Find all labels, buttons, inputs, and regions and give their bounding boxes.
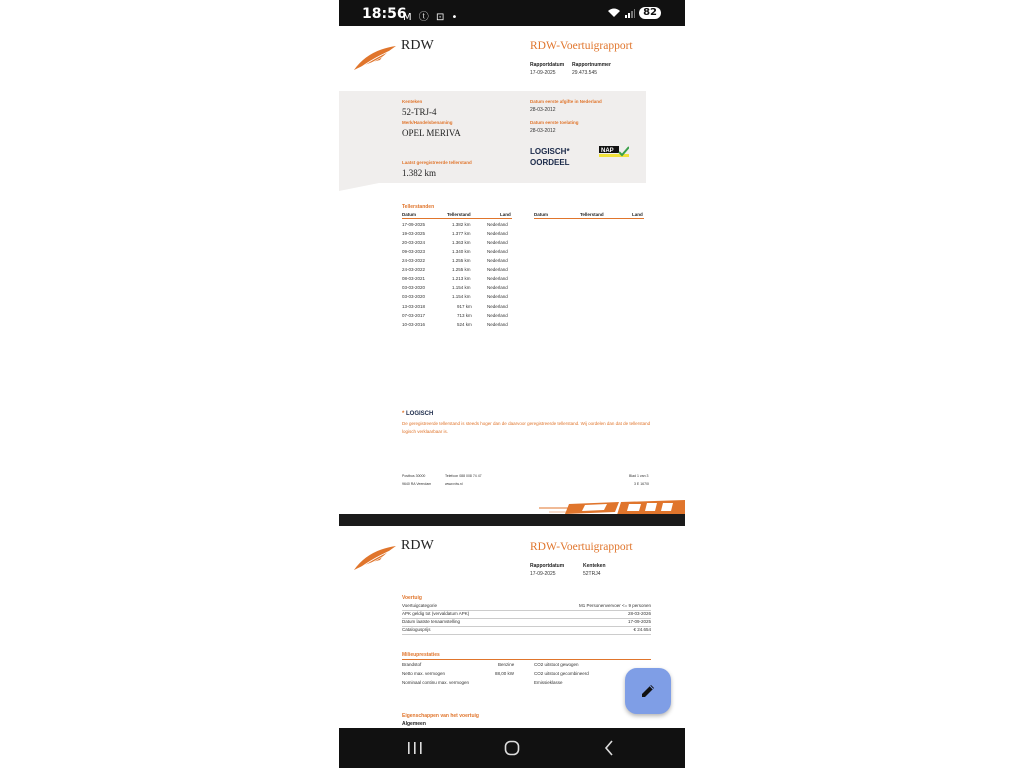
odometer-row xyxy=(402,222,512,231)
vehicle-row-value: M1 Personenvervoer <= 9 personen xyxy=(578,603,651,608)
footer-page: Blad 1 van 3 xyxy=(629,474,649,478)
logisch-title xyxy=(402,411,433,417)
row-date: 03-03-2020 xyxy=(402,294,426,299)
environment-row xyxy=(402,679,651,688)
vehicle-row-label: Voertuigcategorie xyxy=(402,603,438,608)
report-title: RDW-Voertuigrapport xyxy=(530,40,633,52)
row-country: Nederland xyxy=(487,276,508,281)
report-number-value: 29.473.545 xyxy=(572,70,598,76)
row-country: Nederland xyxy=(487,294,508,299)
environment-header-line xyxy=(402,659,651,660)
report-page-1 xyxy=(339,26,685,515)
notification-icons: M ⓣ ⊡ • xyxy=(403,12,460,23)
rdw-logo-icon xyxy=(354,546,396,572)
report-date-value: 17-09-2025 xyxy=(530,70,556,76)
row-reading: 1.154 km xyxy=(452,285,471,290)
plate-value: 52-TRJ-4 xyxy=(402,107,437,117)
row-date: 07-03-2017 xyxy=(402,313,426,318)
env-row-label: Nominaal continu max. vermogen xyxy=(402,680,470,685)
odometer-header-reading-2: Tellerstand xyxy=(580,212,604,217)
properties-section-title: Eigenschappen van het voertuig xyxy=(402,713,479,719)
footer-address-1: Postbus 30000 xyxy=(402,474,426,478)
footer-code: 3 E 1670I xyxy=(634,482,649,486)
row-country: Nederland xyxy=(487,322,508,327)
last-odometer-value: 1.382 km xyxy=(402,168,437,178)
vehicle-section-title: Voertuig xyxy=(402,595,422,601)
row-country: Nederland xyxy=(487,249,508,254)
odometer-header-date: Datum xyxy=(402,212,417,217)
odometer-row xyxy=(402,276,512,285)
status-bar xyxy=(339,0,685,26)
row-country: Nederland xyxy=(487,267,508,272)
odometer-header-country: Land xyxy=(500,212,511,217)
row-date: 13-03-2018 xyxy=(402,304,426,309)
row-date: 19-03-2025 xyxy=(402,231,426,236)
row-country: Nederland xyxy=(487,231,508,236)
odometer-header-line xyxy=(402,218,512,219)
odometer-row xyxy=(402,231,512,240)
general-label: Algemeen xyxy=(402,721,426,727)
rdw-logo-icon xyxy=(354,46,396,72)
row-date: 10-03-2016 xyxy=(402,322,426,327)
first-admission-label: Datum eerste toelating xyxy=(530,120,579,125)
row-reading: 1.363 km xyxy=(452,240,471,245)
vehicle-row-value: € 24.654 xyxy=(633,627,651,632)
first-nl-value: 28-03-2012 xyxy=(530,107,556,113)
env-row-label-2: CO2 uitstoot gecombineerd xyxy=(534,671,589,676)
asterisk: * xyxy=(402,411,407,417)
last-odometer-label: Laatst geregistreerde tellerstand xyxy=(402,160,472,165)
row-reading: 917 km xyxy=(457,304,472,309)
summary-box-notch xyxy=(339,183,379,191)
first-nl-label: Datum eerste afgifte in Nederland xyxy=(530,99,602,104)
row-reading: 1.255 km xyxy=(452,258,471,263)
odometer-row xyxy=(402,304,512,313)
page-separator xyxy=(339,514,685,526)
status-right xyxy=(607,7,661,19)
make-value: OPEL MERIVA xyxy=(402,128,461,138)
footer-web[interactable]: www.rdw.nl xyxy=(445,482,463,486)
env-row-label-2: CO2 uitstoot gewogen xyxy=(534,662,579,667)
row-country: Nederland xyxy=(487,222,508,227)
footer-address-2: 9640 RA Veendam xyxy=(402,482,432,486)
row-date: 08-03-2021 xyxy=(402,276,426,281)
pencil-icon xyxy=(639,682,657,700)
environment-section-title: Milieuprestaties xyxy=(402,652,440,658)
home-icon xyxy=(504,740,520,756)
odometer-row xyxy=(402,258,512,267)
row-reading: 1.213 km xyxy=(452,276,471,281)
row-reading: 1.154 km xyxy=(452,294,471,299)
first-admission-value: 28-03-2012 xyxy=(530,128,556,134)
odometer-header-line-2 xyxy=(534,218,644,219)
recent-apps-icon xyxy=(407,741,423,755)
report-date-label: Rapportdatum xyxy=(530,62,565,68)
odometer-header-country-2: Land xyxy=(632,212,643,217)
vehicle-row-value: 28-03-2026 xyxy=(627,611,651,616)
brand-name: RDW xyxy=(401,538,434,553)
env-row-label: Brandstof xyxy=(402,662,422,667)
footer-phone: Telefoon 088 008 74 47 xyxy=(445,474,482,478)
vehicle-row-label: APK geldig tot (vervaldatum APK) xyxy=(402,611,470,616)
verdict-line-1: LOGISCH* xyxy=(530,147,570,156)
vehicle-summary-box xyxy=(339,91,646,183)
odometer-header-date-2: Datum xyxy=(534,212,549,217)
odometer-row xyxy=(402,249,512,258)
status-time: 18:56 xyxy=(362,6,407,22)
row-country: Nederland xyxy=(487,285,508,290)
env-row-label: Netto max. vermogen xyxy=(402,671,446,676)
signal-icon xyxy=(625,8,635,18)
edit-fab-button[interactable] xyxy=(625,668,671,714)
environment-row xyxy=(402,661,651,670)
odometer-row xyxy=(402,267,512,276)
env-row-value: Benzine xyxy=(498,662,515,667)
plate-label: Kenteken xyxy=(402,99,423,104)
vehicle-row-value: 17-09-2025 xyxy=(627,619,651,624)
row-date: 09-03-2023 xyxy=(402,249,426,254)
wifi-icon xyxy=(607,8,621,18)
vehicle-row xyxy=(402,626,651,635)
plate-label: Kenteken xyxy=(583,563,606,569)
verdict-line-2: OORDEEL xyxy=(530,158,570,167)
environment-row xyxy=(402,670,651,679)
row-reading: 1.382 km xyxy=(452,222,471,227)
battery-indicator: 82 xyxy=(639,7,661,19)
odometer-header-reading: Tellerstand xyxy=(447,212,471,217)
phone-screen xyxy=(339,0,685,768)
report-date-value: 17-09-2025 xyxy=(530,571,556,577)
make-label: Merk/Handelsbenaming xyxy=(402,120,453,125)
vehicle-row-label: Catalogusprijs xyxy=(402,627,431,632)
report-title: RDW-Voertuigrapport xyxy=(530,541,633,553)
report-number-label: Rapportnummer xyxy=(572,62,611,68)
plate-value: 52TRJ4 xyxy=(583,571,601,577)
row-date: 03-03-2020 xyxy=(402,285,426,290)
logisch-note: De geregistreerde tellerstand is steeds hoger dan de daarvoor geregistreerde tellerstand. Wij oordelen dan dat de tellerstand logisch verklaarbaar is. xyxy=(402,421,651,434)
logisch-title-text: LOGISCH xyxy=(406,411,434,417)
nap-check-icon xyxy=(599,146,629,158)
recent-apps-button[interactable] xyxy=(405,738,425,758)
row-country: Nederland xyxy=(487,240,508,245)
odometer-row xyxy=(402,240,512,249)
row-date: 24-03-2022 xyxy=(402,258,426,263)
svg-text:NAP: NAP xyxy=(601,148,614,154)
row-country: Nederland xyxy=(487,258,508,263)
report-date-label: Rapportdatum xyxy=(530,563,565,569)
home-button[interactable] xyxy=(502,738,522,758)
env-row-value: 88,00 kW xyxy=(495,671,515,676)
odometer-row xyxy=(402,285,512,294)
row-country: Nederland xyxy=(487,304,508,309)
odometer-section-title: Tellerstanden xyxy=(402,204,435,210)
row-reading: 524 km xyxy=(457,322,472,327)
android-nav-bar xyxy=(339,728,685,768)
row-reading: 1.340 km xyxy=(452,249,471,254)
vehicle-row-label: Datum laatste tenaamstelling xyxy=(402,619,461,624)
row-date: 20-03-2024 xyxy=(402,240,426,245)
row-country: Nederland xyxy=(487,313,508,318)
row-date: 17-09-2025 xyxy=(402,222,426,227)
row-reading: 1.255 km xyxy=(452,267,471,272)
row-date: 24-03-2022 xyxy=(402,267,426,272)
back-button[interactable] xyxy=(599,738,619,758)
back-icon xyxy=(603,740,615,756)
odometer-row xyxy=(402,322,512,331)
env-row-label-2: Emissieklasse xyxy=(534,680,563,685)
brand-name: RDW xyxy=(401,38,434,53)
row-reading: 713 km xyxy=(457,313,472,318)
row-reading: 1.377 km xyxy=(452,231,471,236)
odometer-row xyxy=(402,313,512,322)
odometer-row xyxy=(402,294,512,303)
